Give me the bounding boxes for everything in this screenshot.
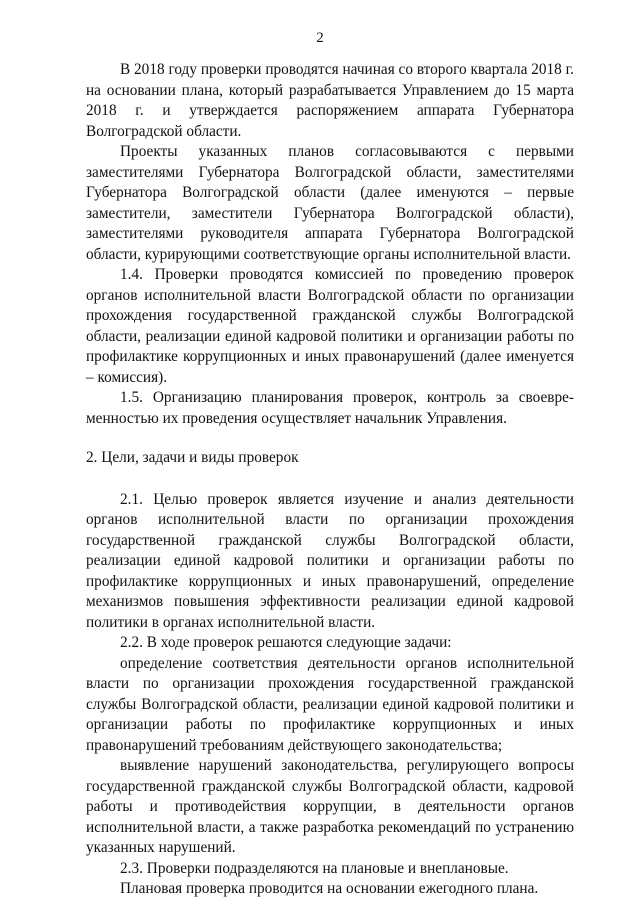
paragraph-2018-plan: В 2018 году проверки проводятся начиная со второго квартала 2018 г. на основании плана, который разрабатывается Управлением до 15 марта 2018 г. и утверждается распоряжением аппарата Губернатора Волгоградской области. [86,61,574,140]
paragraph-task-2: выявление нарушений законодательства, регулирующего вопросы государственной гражданской службы Волгоградской области, кадровой работы и противодействия коррупции, в деятельности органов исполнительной власти, а также разработка рекомендаций по устранению указанных нарушений. [86,757,574,856]
section-heading: 2. Цели, задачи и виды проверок [86,449,299,466]
paragraph-task-1: определение соответствия деятельности органов исполнительной власти по организации прохождения государственной гражданской службы Волгоградской области, реализации единой кадровой политики и организации работы по профилактике коррупционных и иных правонарушений требованиям действующего законодательства; [86,654,574,754]
page-number: 2 [316,30,324,46]
paragraph-2-1: 2.1. Целью проверок является изучение и анализ деятельности органов исполнительной власти по организации прохождения государственной гражданской службы Волгоградской области, реализации единой кадровой политики и организации работы по профилактике коррупционных и иных правонарушений, определение механизмов повышения эффективности реализации единой кадровой политики в органах исполнительной власти. [86,490,574,631]
paragraph-2-2: 2.2. В ходе проверок решаются следующие задачи: [120,634,452,651]
paragraph-1-5: 1.5. Организацию планирования проверок, контроль за своевременностью их проведения осуществляет начальник Управления. [86,389,574,427]
paragraph-2-3: 2.3. Проверки подразделяются на плановые и внеплановые. [120,859,509,877]
paragraph-plan-approval: Проекты указанных планов согласовываются с первыми заместителями Губернатора Волгоградской области, заместителями Губернатора Волгоградской области (далее именуются – первые заместители, заместители Губернатора Волгоградской области), заместителями руководителя аппарата Губернатора Волгоградской области, курирующими соответствующие органы исполнительной власти. [86,143,574,263]
paragraph-planned-check: Плановая проверка проводится на основании ежегодного плана. [120,880,539,897]
document-body [86,60,574,900]
paragraph-1-4: 1.4. Проверки проводятся комиссией по проведению проверок органов исполнительной власти Волгоградской области по организации прохождения государственной гражданской службы Волгоградской области, реализации единой кадровой политики и организации работы по профилактике коррупционных и иных правонарушений (далее именуется – комиссия). [86,266,574,386]
